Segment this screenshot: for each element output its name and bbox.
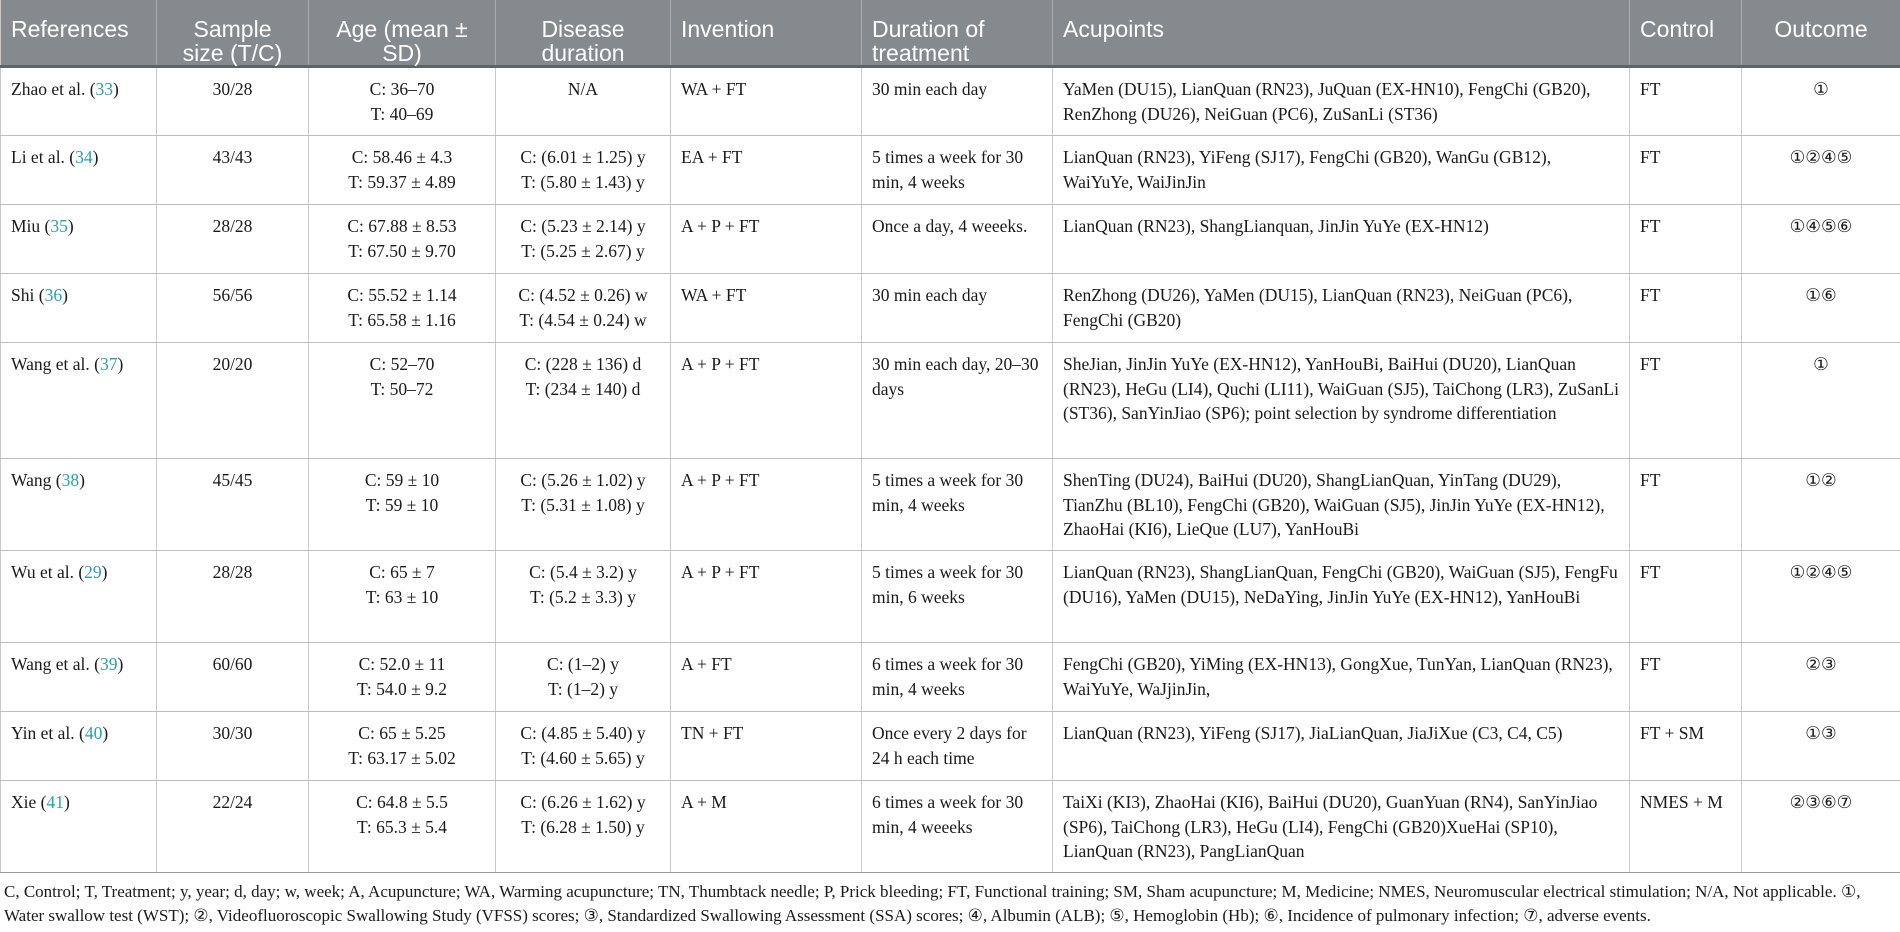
cell-invention: A + M: [671, 781, 862, 873]
cell-control: FT: [1630, 274, 1742, 343]
reference-link[interactable]: 40: [84, 723, 103, 743]
cell-sample-size: 28/28: [157, 551, 309, 643]
reference-link[interactable]: 38: [61, 470, 80, 490]
header-row: [1, 0, 1900, 67]
cell-outcome: ①⑥: [1742, 274, 1900, 343]
table-header: [1, 0, 1900, 67]
cell-acupoints: YaMen (DU15), LianQuan (RN23), JuQuan (EX-HN10), FengChi (GB20), RenZhong (DU26), NeiGuan (PC6), ZuSanLi (ST36): [1053, 67, 1630, 136]
cell-outcome: ①: [1742, 67, 1900, 136]
cell-control: FT: [1630, 551, 1742, 643]
cell-acupoints: FengChi (GB20), YiMing (EX-HN13), GongXue, TunYan, LianQuan (RN23), WaiYuYe, WaJjinJin,: [1053, 643, 1630, 712]
header-invention: Invention: [671, 0, 862, 67]
cell-sample-size: 28/28: [157, 205, 309, 274]
cell-disease-duration: N/A: [496, 67, 671, 136]
cell-sample-size: 22/24: [157, 781, 309, 873]
cell-invention: WA + FT: [671, 274, 862, 343]
cell-acupoints: LianQuan (RN23), ShangLianQuan, FengChi (GB20), WaiGuan (SJ5), FengFu (DU16), YaMen (DU15), NeDaYing, JinJin YuYe (EX-HN12), YanHouBi: [1053, 551, 1630, 643]
cell-invention: EA + FT: [671, 136, 862, 205]
cell-treatment: 5 times a week for 30 min, 6 weeks: [862, 551, 1053, 643]
cell-sample-size: 30/28: [157, 67, 309, 136]
cell-reference: Miu (35): [1, 205, 157, 274]
reference-link[interactable]: 37: [99, 354, 118, 374]
cell-age: C: 65 ± 7 T: 63 ± 10: [309, 551, 496, 643]
cell-reference: Xie (41): [1, 781, 157, 873]
cell-reference: Wang et al. (37): [1, 343, 157, 459]
cell-treatment: Once a day, 4 weeeks.: [862, 205, 1053, 274]
reference-link[interactable]: 34: [75, 147, 93, 167]
cell-invention: TN + FT: [671, 712, 862, 781]
cell-sample-size: 45/45: [157, 459, 309, 551]
cell-treatment: 5 times a week for 30 min, 4 weeks: [862, 136, 1053, 205]
cell-disease-duration: C: (6.01 ± 1.25) y T: (5.80 ± 1.43) y: [496, 136, 671, 205]
cell-sample-size: 30/30: [157, 712, 309, 781]
cell-outcome: ①②④⑤: [1742, 136, 1900, 205]
cell-reference: Zhao et al. (33): [1, 67, 157, 136]
header-duration-of-treatment: Duration of treatment: [862, 0, 1053, 67]
cell-outcome: ①③: [1742, 712, 1900, 781]
cell-disease-duration: C: (6.26 ± 1.62) y T: (6.28 ± 1.50) y: [496, 781, 671, 873]
header-references: References: [1, 0, 157, 67]
cell-outcome: ②③⑥⑦: [1742, 781, 1900, 873]
cell-invention: A + FT: [671, 643, 862, 712]
cell-control: FT: [1630, 67, 1742, 136]
cell-treatment: 6 times a week for 30 min, 4 weeeks: [862, 781, 1053, 873]
header-acupoints: Acupoints: [1053, 0, 1630, 67]
cell-acupoints: RenZhong (DU26), YaMen (DU15), LianQuan (RN23), NeiGuan (PC6), FengChi (GB20): [1053, 274, 1630, 343]
cell-disease-duration: C: (5.23 ± 2.14) y T: (5.25 ± 2.67) y: [496, 205, 671, 274]
cell-control: FT: [1630, 136, 1742, 205]
table-row: [1, 205, 1900, 274]
cell-age: C: 52.0 ± 11 T: 54.0 ± 9.2: [309, 643, 496, 712]
cell-acupoints: SheJian, JinJin YuYe (EX-HN12), YanHouBi, BaiHui (DU20), LianQuan (RN23), HeGu (LI4), Quchi (LI11), WaiGuan (SJ5), TaiChong (LR3), ZuSanLi (ST36), SanYinJiao (SP6); point selection by syndrome differentiation: [1053, 343, 1630, 459]
cell-outcome: ①②: [1742, 459, 1900, 551]
reference-link[interactable]: 36: [44, 285, 63, 305]
cell-control: FT: [1630, 205, 1742, 274]
cell-reference: Shi (36): [1, 274, 157, 343]
cell-invention: A + P + FT: [671, 205, 862, 274]
cell-acupoints: LianQuan (RN23), YiFeng (SJ17), FengChi (GB20), WanGu (GB12), WaiYuYe, WaiJinJin: [1053, 136, 1630, 205]
header-outcome: Outcome: [1742, 0, 1900, 67]
cell-sample-size: 20/20: [157, 343, 309, 459]
header-disease-duration: Disease duration: [496, 0, 671, 67]
reference-link[interactable]: 35: [50, 216, 68, 236]
cell-disease-duration: C: (4.85 ± 5.40) y T: (4.60 ± 5.65) y: [496, 712, 671, 781]
cell-age: C: 36–70 T: 40–69: [309, 67, 496, 136]
cell-treatment: Once every 2 days for 24 h each time: [862, 712, 1053, 781]
cell-age: C: 52–70 T: 50–72: [309, 343, 496, 459]
cell-age: C: 59 ± 10 T: 59 ± 10: [309, 459, 496, 551]
cell-invention: A + P + FT: [671, 551, 862, 643]
cell-disease-duration: C: (1–2) y T: (1–2) y: [496, 643, 671, 712]
table-row: [1, 459, 1900, 551]
cell-age: C: 65 ± 5.25 T: 63.17 ± 5.02: [309, 712, 496, 781]
cell-acupoints: TaiXi (KI3), ZhaoHai (KI6), BaiHui (DU20), GuanYuan (RN4), SanYinJiao (SP6), TaiChong (LR3), HeGu (LI4), FengChi (GB20)XueHai (SP10), LianQuan (RN23), PangLianQuan: [1053, 781, 1630, 873]
header-sample-size: Sample size (T/C): [157, 0, 309, 67]
table-row: [1, 67, 1900, 136]
cell-reference: Li et al. (34): [1, 136, 157, 205]
cell-treatment: 6 times a week for 30 min, 4 weeks: [862, 643, 1053, 712]
cell-acupoints: LianQuan (RN23), ShangLianquan, JinJin YuYe (EX-HN12): [1053, 205, 1630, 274]
reference-link[interactable]: 39: [99, 654, 118, 674]
cell-control: FT + SM: [1630, 712, 1742, 781]
cell-sample-size: 56/56: [157, 274, 309, 343]
cell-age: C: 58.46 ± 4.3 T: 59.37 ± 4.89: [309, 136, 496, 205]
table-row: [1, 274, 1900, 343]
cell-invention: WA + FT: [671, 67, 862, 136]
cell-invention: A + P + FT: [671, 343, 862, 459]
table-row: [1, 643, 1900, 712]
cell-control: FT: [1630, 459, 1742, 551]
cell-disease-duration: C: (228 ± 136) d T: (234 ± 140) d: [496, 343, 671, 459]
cell-acupoints: ShenTing (DU24), BaiHui (DU20), ShangLianQuan, YinTang (DU29), TianZhu (BL10), FengChi (GB20), WaiGuan (SJ5), JinJin YuYe (EX-HN12), ZhaoHai (KI6), LieQue (LU7), YanHouBi: [1053, 459, 1630, 551]
table-row: [1, 343, 1900, 459]
cell-disease-duration: C: (5.26 ± 1.02) y T: (5.31 ± 1.08) y: [496, 459, 671, 551]
header-control: Control: [1630, 0, 1742, 67]
reference-link[interactable]: 33: [95, 79, 114, 99]
cell-treatment: 30 min each day: [862, 274, 1053, 343]
cell-age: C: 64.8 ± 5.5 T: 65.3 ± 5.4: [309, 781, 496, 873]
cell-sample-size: 43/43: [157, 136, 309, 205]
cell-age: C: 55.52 ± 1.14 T: 65.58 ± 1.16: [309, 274, 496, 343]
reference-link[interactable]: 41: [46, 792, 64, 812]
cell-disease-duration: C: (4.52 ± 0.26) w T: (4.54 ± 0.24) w: [496, 274, 671, 343]
table-row: [1, 712, 1900, 781]
cell-reference: Wang et al. (39): [1, 643, 157, 712]
table-row: [1, 551, 1900, 643]
cell-disease-duration: C: (5.4 ± 3.2) y T: (5.2 ± 3.3) y: [496, 551, 671, 643]
cell-control: FT: [1630, 343, 1742, 459]
header-age: Age (mean ± SD): [309, 0, 496, 67]
cell-control: FT: [1630, 643, 1742, 712]
cell-outcome: ①②④⑤: [1742, 551, 1900, 643]
cell-sample-size: 60/60: [157, 643, 309, 712]
table-footnote: C, Control; T, Treatment; y, year; d, day; w, week; A, Acupuncture; WA, Warming acupuncture; TN, Thumbtack needle; P, Prick bleeding; FT, Functional training; SM, Sham acupuncture; M, Medicine; NMES, Neuromuscular electrical stimulation; N/A, Not applicable. ①, Water swallow test (WST); ②, Videofluoroscopic Swallowing Study (VFSS) scores; ③, Standardized Swallowing Assessment (SSA) scores; ④, Albumin (ALB); ⑤, Hemoglobin (Hb); ⑥, Incidence of pulmonary infection; ⑦, adverse events.: [4, 882, 1861, 925]
cell-treatment: 5 times a week for 30 min, 4 weeks: [862, 459, 1053, 551]
cell-outcome: ②③: [1742, 643, 1900, 712]
cell-reference: Yin et al. (40): [1, 712, 157, 781]
cell-treatment: 30 min each day, 20–30 days: [862, 343, 1053, 459]
cell-treatment: 30 min each day: [862, 67, 1053, 136]
cell-reference: Wu et al. (29): [1, 551, 157, 643]
cell-acupoints: LianQuan (RN23), YiFeng (SJ17), JiaLianQuan, JiaJiXue (C3, C4, C5): [1053, 712, 1630, 781]
table-row: [1, 136, 1900, 205]
cell-outcome: ①④⑤⑥: [1742, 205, 1900, 274]
cell-reference: Wang (38): [1, 459, 157, 551]
reference-link[interactable]: 29: [84, 562, 102, 582]
cell-outcome: ①: [1742, 343, 1900, 459]
cell-invention: A + P + FT: [671, 459, 862, 551]
table-row: [1, 781, 1900, 873]
table-body: [1, 67, 1900, 873]
cell-age: C: 67.88 ± 8.53 T: 67.50 ± 9.70: [309, 205, 496, 274]
cell-control: NMES + M: [1630, 781, 1742, 873]
